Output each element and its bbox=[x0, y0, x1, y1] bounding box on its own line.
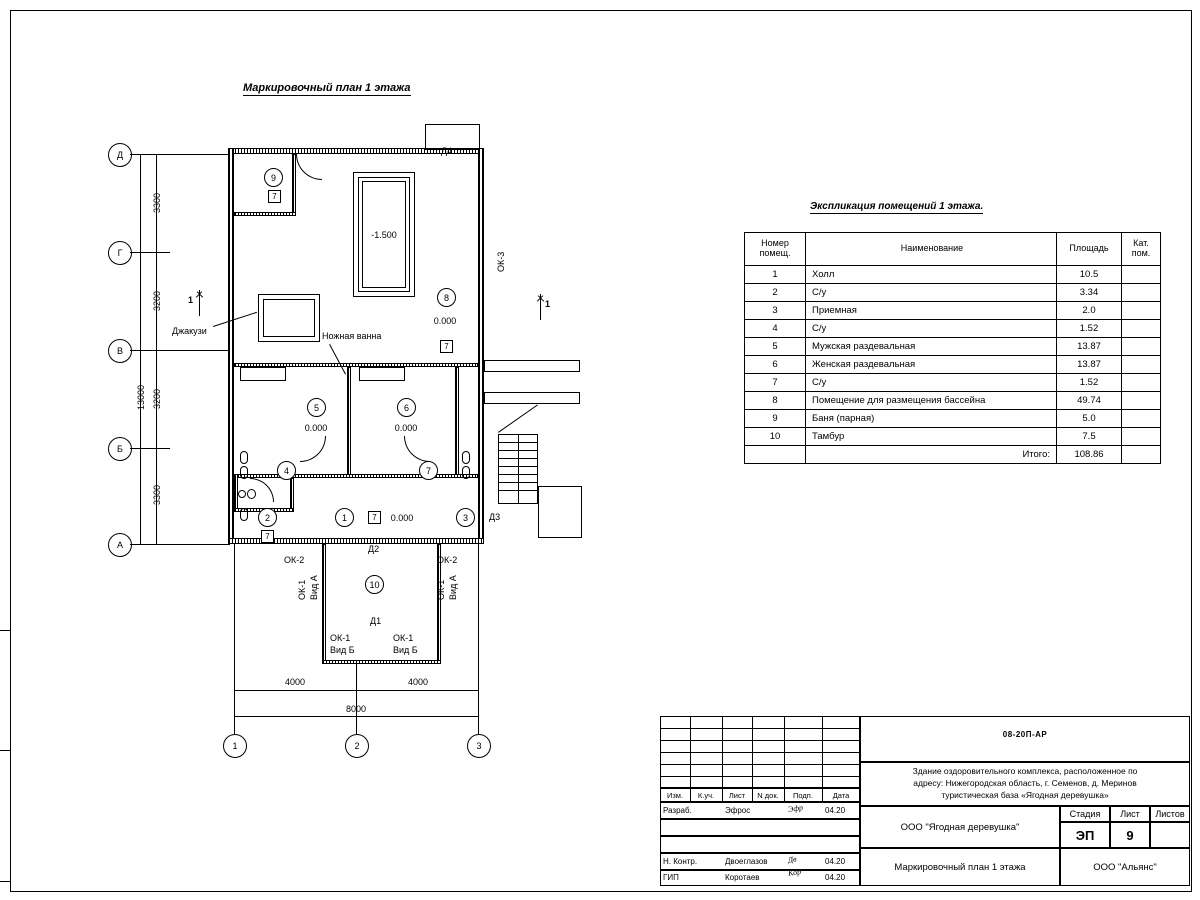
cell-name: С/у bbox=[806, 320, 1057, 338]
stamp-col-list: Лист bbox=[728, 791, 746, 800]
d4-line bbox=[425, 124, 480, 125]
stamp-object-line2: адресу: Нижегородская область, г. Семенов, д. Меринов bbox=[913, 778, 1137, 788]
partition-sauna-right bbox=[292, 154, 296, 214]
wc-fixture-5 bbox=[240, 508, 248, 521]
dim-total-tick-bottom bbox=[134, 544, 146, 545]
axis-line-3 bbox=[478, 544, 479, 734]
stamp-sign-nkontr: Дв bbox=[787, 854, 798, 865]
foot-bath-label: Ножная ванна bbox=[322, 331, 382, 341]
pool-level-mark: -1.500 bbox=[371, 230, 397, 240]
cell-area: 3.34 bbox=[1057, 284, 1122, 302]
cell-number: 9 bbox=[745, 410, 806, 428]
stamp-name-gip: Коротаев bbox=[725, 873, 760, 882]
dim-total-tick-top bbox=[134, 154, 146, 155]
wall-right bbox=[478, 148, 484, 544]
explication-header-row bbox=[745, 233, 1161, 266]
room-tag-8: 7 bbox=[440, 340, 453, 353]
dim-horizontal-2: 4000 bbox=[407, 677, 429, 687]
cell-number: 1 bbox=[745, 266, 806, 284]
wc-fixture-7 bbox=[462, 466, 470, 479]
table-row bbox=[745, 302, 1161, 320]
wc-fixture-1 bbox=[240, 451, 248, 464]
axis-circle-b: Б bbox=[108, 437, 132, 461]
stamp-stage-header: Стадия bbox=[1069, 809, 1101, 819]
dim-horizontal-1: 4000 bbox=[284, 677, 306, 687]
section-mark-right: 1 bbox=[545, 299, 551, 309]
dim-vertical-1: 3300 bbox=[152, 192, 162, 213]
partition-sauna-bottom bbox=[234, 212, 296, 216]
total-kat bbox=[1122, 446, 1161, 464]
stamp-list: 9 bbox=[1126, 828, 1134, 843]
dim-tick-2 bbox=[150, 252, 162, 253]
stamp-rule-4 bbox=[660, 764, 860, 765]
room-tag-1: 7 bbox=[368, 511, 381, 524]
cell-area: 2.0 bbox=[1057, 302, 1122, 320]
table-total-row bbox=[745, 446, 1161, 464]
room-bubble-4: 4 bbox=[277, 461, 296, 480]
total-label: Итого: bbox=[806, 446, 1057, 464]
stamp-col-kuch: К.уч. bbox=[697, 791, 715, 800]
stamp-name-nkontr: Двоеглазов bbox=[725, 857, 768, 866]
porch-right bbox=[538, 486, 582, 538]
cell-kat bbox=[1122, 302, 1161, 320]
dim-h-tick-3 bbox=[478, 684, 479, 696]
dim-h-total-tick-left bbox=[234, 710, 235, 722]
table-row bbox=[745, 284, 1161, 302]
window-tag-ok1-left: ОК-1 bbox=[297, 579, 307, 600]
axis-line-1 bbox=[234, 544, 235, 734]
window-tag-ok2-right: ОК-2 bbox=[437, 555, 458, 565]
cell-name: Помещение для размещения бассейна bbox=[806, 392, 1057, 410]
door-label-d4: Д4 bbox=[441, 146, 453, 156]
table-row bbox=[745, 320, 1161, 338]
bench-fixture-a bbox=[240, 367, 286, 381]
explication-title: Экспликация помещений 1 этажа. bbox=[810, 201, 984, 212]
stamp-role-razrab: Разраб. bbox=[663, 806, 692, 815]
axis-circle-1: 1 bbox=[223, 734, 247, 758]
partition-wc-right bbox=[290, 478, 294, 512]
axis-circle-3: 3 bbox=[467, 734, 491, 758]
cell-number: 4 bbox=[745, 320, 806, 338]
partition-vertical-right bbox=[455, 367, 459, 477]
dim-tick-3 bbox=[150, 350, 162, 351]
wc-fixture-3 bbox=[238, 490, 246, 498]
dim-horizontal-total: 8000 bbox=[345, 704, 367, 714]
stamp-sign-gip: Кор bbox=[787, 867, 802, 878]
cell-kat bbox=[1122, 392, 1161, 410]
room-1-level: 0.000 bbox=[390, 513, 414, 523]
window-tag-ok1-b-right: ОК-1 bbox=[393, 633, 414, 643]
room-6-level: 0.000 bbox=[394, 423, 418, 433]
stamp-sign-razrab: Эфр bbox=[787, 803, 804, 814]
room-8-level: 0.000 bbox=[433, 316, 457, 326]
cell-name: Женская раздевальная bbox=[806, 356, 1057, 374]
dim-vertical-3: 3200 bbox=[152, 388, 162, 409]
header-number: Номер помещ. bbox=[745, 233, 806, 266]
stamp-stage: ЭП bbox=[1075, 828, 1095, 843]
door-label-d2: Д2 bbox=[368, 544, 380, 554]
cell-kat bbox=[1122, 410, 1161, 428]
cell-area: 13.87 bbox=[1057, 338, 1122, 356]
cell-name: Баня (парная) bbox=[806, 410, 1057, 428]
section-mark-left: 1 bbox=[188, 295, 194, 305]
terrace-upper bbox=[484, 360, 580, 372]
room-bubble-8: 8 bbox=[437, 288, 456, 307]
cell-name: С/у bbox=[806, 374, 1057, 392]
header-area: Площадь bbox=[1057, 233, 1122, 266]
stamp-name-razrab: Эфрос bbox=[725, 806, 751, 815]
cell-number: 3 bbox=[745, 302, 806, 320]
cell-area: 1.52 bbox=[1057, 320, 1122, 338]
stamp-list-header: Лист bbox=[1120, 809, 1140, 819]
stamp-col-izm: Изм. bbox=[666, 791, 684, 800]
cell-kat bbox=[1122, 266, 1161, 284]
stamp-object-line1: Здание оздоровительного комплекса, расположенное по bbox=[912, 766, 1138, 776]
dim-tick-4 bbox=[150, 448, 162, 449]
stamp-rule-3 bbox=[660, 752, 860, 753]
cell-kat bbox=[1122, 284, 1161, 302]
axis-line-v bbox=[130, 350, 230, 351]
cell-kat bbox=[1122, 374, 1161, 392]
room-tag-2: 7 bbox=[261, 530, 274, 543]
cell-number: 2 bbox=[745, 284, 806, 302]
cell-area: 49.74 bbox=[1057, 392, 1122, 410]
partition-vertical-mid bbox=[347, 367, 351, 477]
cell-name: Тамбур bbox=[806, 428, 1057, 446]
stamp-date-gip: 04.20 bbox=[825, 873, 846, 882]
room-tag-9: 7 bbox=[268, 190, 281, 203]
cell-name: Приемная bbox=[806, 302, 1057, 320]
cell-number: 7 bbox=[745, 374, 806, 392]
table-row bbox=[745, 266, 1161, 284]
stamp-rule-5 bbox=[660, 776, 860, 777]
room-bubble-6: 6 bbox=[397, 398, 416, 417]
stamp-row-3 bbox=[660, 836, 860, 853]
door-label-d3: Д3 bbox=[489, 512, 501, 522]
header-name: Наименование bbox=[806, 233, 1057, 266]
plan-title: Маркировочный план 1 этажа bbox=[243, 82, 411, 94]
jacuzzi-inner bbox=[263, 299, 315, 337]
axis-circle-2: 2 bbox=[345, 734, 369, 758]
cell-area: 5.0 bbox=[1057, 410, 1122, 428]
cell-number: 6 bbox=[745, 356, 806, 374]
cell-area: 7.5 bbox=[1057, 428, 1122, 446]
dim-h-chain-total bbox=[234, 716, 478, 717]
table-row bbox=[745, 392, 1161, 410]
jacuzzi-label: Джакузи bbox=[172, 326, 207, 336]
stamp-role-gip: ГИП bbox=[663, 873, 679, 882]
room-bubble-9: 9 bbox=[264, 168, 283, 187]
axis-circle-a: А bbox=[108, 533, 132, 557]
dim-h-tick-2 bbox=[356, 684, 357, 696]
stamp-customer: ООО "Ягодная деревушка" bbox=[900, 822, 1020, 833]
window-tag-ok2-left: ОК-2 bbox=[284, 555, 305, 565]
stamp-code: 08-20П-АР bbox=[1002, 730, 1048, 739]
cell-kat bbox=[1122, 356, 1161, 374]
dim-h-total-tick-right bbox=[478, 710, 479, 722]
table-row bbox=[745, 356, 1161, 374]
header-kat: Кат. пом. bbox=[1122, 233, 1161, 266]
stamp-col-data: Дата bbox=[832, 791, 850, 800]
sheet-left-stub-line bbox=[0, 750, 11, 751]
dim-vertical-total: 13000 bbox=[136, 384, 146, 410]
axis-circle-d: Д bbox=[108, 143, 132, 167]
window-tag-ok1-right: ОК-1 bbox=[436, 579, 446, 600]
stamp-sheet-name: Маркировочный план 1 этажа bbox=[894, 862, 1026, 873]
cell-number: 5 bbox=[745, 338, 806, 356]
bench-fixture-b bbox=[359, 367, 405, 381]
window-tag-ok1-b-left: ОК-1 bbox=[330, 633, 351, 643]
cell-kat bbox=[1122, 320, 1161, 338]
dim-vertical-4: 3300 bbox=[152, 484, 162, 505]
table-row bbox=[745, 428, 1161, 446]
dim-vertical-2: 3200 bbox=[152, 290, 162, 311]
stamp-rule-1 bbox=[660, 728, 860, 729]
sheet-left-stub bbox=[0, 630, 11, 882]
stamp-col-podp: Подп. bbox=[793, 791, 813, 800]
explication-table bbox=[744, 232, 1161, 464]
table-row bbox=[745, 374, 1161, 392]
room-bubble-1: 1 bbox=[335, 508, 354, 527]
wc-fixture-2 bbox=[240, 466, 248, 479]
stamp-object-line3: туристическая база «Ягодная деревушка» bbox=[941, 790, 1109, 800]
cell-name: Холл bbox=[806, 266, 1057, 284]
axis-circle-g: Г bbox=[108, 241, 132, 265]
dim-h-tick-1 bbox=[234, 684, 235, 696]
terrace-lower bbox=[484, 392, 580, 404]
total-empty bbox=[745, 446, 806, 464]
room-5-level: 0.000 bbox=[304, 423, 328, 433]
door-label-d1: Д1 bbox=[370, 616, 382, 626]
cell-area: 13.87 bbox=[1057, 356, 1122, 374]
tambour-wall-bottom bbox=[322, 660, 441, 664]
window-tag-vida-right: Вид А bbox=[448, 575, 458, 600]
stamp-rule-2 bbox=[660, 740, 860, 741]
table-row bbox=[745, 410, 1161, 428]
window-tag-ok3: ОК-3 bbox=[496, 251, 506, 272]
cell-name: С/у bbox=[806, 284, 1057, 302]
stamp-col-ndok: N док. bbox=[757, 791, 779, 800]
axis-circle-v: В bbox=[108, 339, 132, 363]
axis-line-2 bbox=[356, 664, 357, 734]
partition-lower-horizontal bbox=[234, 474, 478, 478]
cell-number: 10 bbox=[745, 428, 806, 446]
total-value: 108.86 bbox=[1057, 446, 1122, 464]
stamp-role-nkontr: Н. Контр. bbox=[663, 857, 698, 866]
window-tag-vidb-right: Вид Б bbox=[393, 645, 418, 655]
room-bubble-2: 2 bbox=[258, 508, 277, 527]
room-bubble-7: 7 bbox=[419, 461, 438, 480]
entrance-d4-niche bbox=[425, 124, 480, 150]
stamp-row-2 bbox=[660, 819, 860, 836]
title-block bbox=[660, 716, 1190, 886]
room-bubble-3: 3 bbox=[456, 508, 475, 527]
dim-tick-1 bbox=[150, 154, 162, 155]
room-bubble-5: 5 bbox=[307, 398, 326, 417]
cell-name: Мужская раздевальная bbox=[806, 338, 1057, 356]
stamp-date-razrab: 04.20 bbox=[825, 806, 846, 815]
cell-number: 8 bbox=[745, 392, 806, 410]
tambour-wall-left bbox=[322, 544, 326, 664]
table-row bbox=[745, 338, 1161, 356]
stamp-code-cell bbox=[860, 716, 1190, 762]
window-tag-vida-left: Вид А bbox=[309, 575, 319, 600]
stamp-company: ООО "Альянс" bbox=[1093, 862, 1157, 873]
window-tag-vidb-left: Вид Б bbox=[330, 645, 355, 655]
dim-tick-5 bbox=[150, 544, 162, 545]
cell-area: 10.5 bbox=[1057, 266, 1122, 284]
cell-kat bbox=[1122, 338, 1161, 356]
stamp-lists-header: Листов bbox=[1155, 809, 1185, 819]
stair-center-line bbox=[518, 434, 519, 504]
room-bubble-10: 10 bbox=[365, 575, 384, 594]
wc-fixture-6 bbox=[462, 451, 470, 464]
cell-area: 1.52 bbox=[1057, 374, 1122, 392]
stamp-date-nkontr: 04.20 bbox=[825, 857, 846, 866]
stamp-lists-cell bbox=[1150, 822, 1190, 848]
cell-kat bbox=[1122, 428, 1161, 446]
dim-chain-total bbox=[140, 154, 141, 544]
